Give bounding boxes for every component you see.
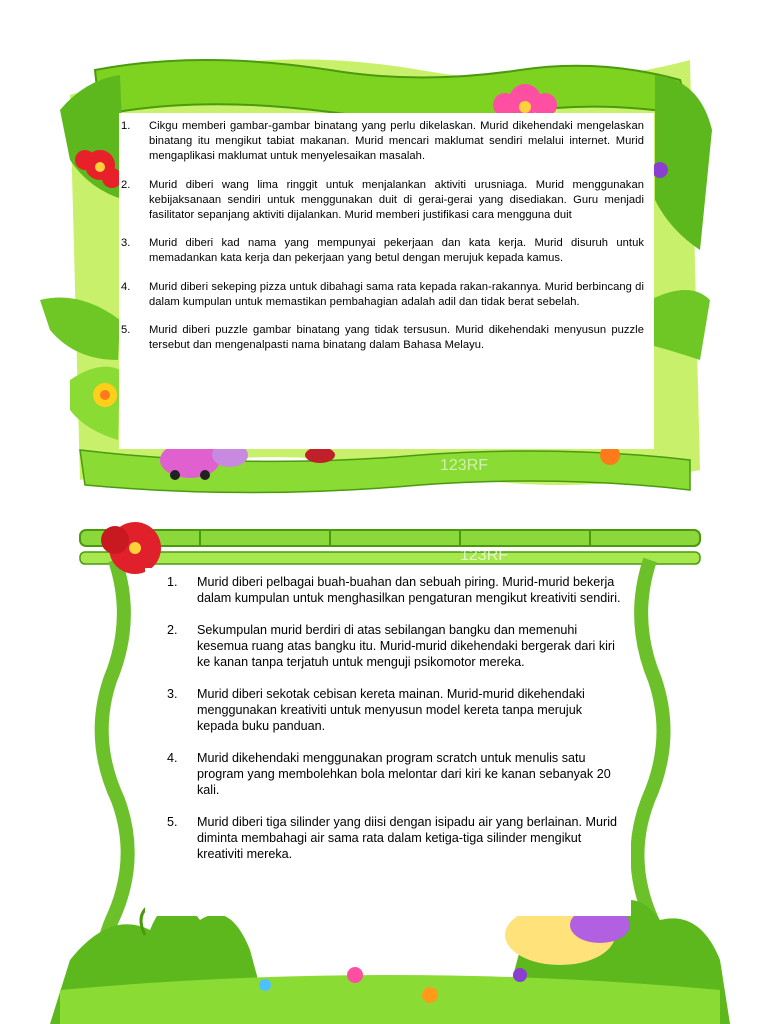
list-item — [121, 280, 644, 310]
list-item-text: Sekumpulan murid berdiri di atas sebilangan bangku dan memenuhi kesemua ruang atas bangku itu. Murid-murid dikehendaki bergerak dari kiri ke kanan tanpa terjatuh untuk menguji psikomotor mereka. — [197, 623, 615, 669]
list-item-text: Murid diberi tiga silinder yang diisi dengan isipadu air yang berlainan. Murid diminta membahagi air sama rata dalam ketiga-tiga silinder mengikut kreativiti mereka. — [197, 815, 618, 861]
list-item-text: Murid diberi pelbagai buah-buahan dan sebuah piring. Murid-murid bekerja dalam kumpulan untuk menghasilkan pengaturan mengikut kreativiti sendiri. — [197, 575, 621, 605]
list-item — [121, 119, 644, 165]
list-number: 2. — [167, 623, 178, 637]
list-number: 5. — [167, 815, 178, 829]
list-number: 3. — [121, 237, 131, 250]
list-item — [121, 178, 644, 224]
top-activity-list — [121, 119, 644, 353]
list-item-text: Murid diberi sekeping pizza untuk dibahagi sama rata kepada rakan-rakannya. Murid berbincang di dalam kumpulan untuk memastikan pembahagian adalah adil dan tidak berat sebelah. — [149, 280, 644, 308]
list-item-text: Murid diberi wang lima ringgit untuk menjalankan aktiviti urusniaga. Murid menggunakan kebijaksanaan sendiri untuk menggunakan duit di gerai-gerai yang disediakan. Guru menjadi fasilitator sepanjang aktiviti dijalankan. Murid memberi justifikasi cara mengguna duit — [149, 178, 644, 222]
list-item — [167, 814, 621, 862]
list-number: 4. — [121, 280, 131, 293]
watermark-text: 123RF — [460, 547, 509, 564]
list-number: 1. — [121, 120, 131, 132]
list-number: 5. — [121, 324, 131, 337]
list-item — [167, 686, 621, 734]
list-item-text: Cikgu memberi gambar-gambar binatang yang perlu dikelaskan. Murid dikehendaki mengelaskan binatang itu mengikut tabiat makanan. Murid mencari maklumat sendiri melalui internet. Murid mengaplikasi maklumat untuk menyelesaikan masalah. — [149, 120, 644, 163]
watermark-text: 123RF — [440, 457, 489, 474]
list-item — [121, 236, 644, 266]
bottom-activity-panel — [145, 568, 631, 916]
list-item — [167, 750, 621, 798]
list-item-text: Murid diberi sekotak cebisan kereta mainan. Murid-murid dikehendaki menggunakan kreativiti untuk menyusun model kereta tanpa merujuk kepada buku panduan. — [197, 687, 585, 733]
bottom-activity-list — [167, 574, 621, 862]
list-item — [167, 622, 621, 670]
list-item — [121, 323, 644, 353]
list-number: 2. — [121, 178, 131, 191]
top-activity-panel — [119, 113, 654, 449]
list-item-text: Murid diberi kad nama yang mempunyai pekerjaan dan kata kerja. Murid disuruh untuk memadankan kata kerja dan pekerjaan yang betul dengan merujuk kepada kamus. — [149, 237, 644, 265]
list-number: 4. — [167, 751, 178, 765]
list-item — [167, 574, 621, 606]
list-item-text: Murid dikehendaki menggunakan program scratch untuk menulis satu program yang membolehkan bola melontar dari kiri ke kanan sebanyak 20 kali. — [197, 751, 611, 797]
list-number: 1. — [167, 575, 178, 589]
list-item-text: Murid diberi puzzle gambar binatang yang tidak tersusun. Murid dikehendaki menyusun puzzle tersebut dan mengenalpasti nama binatang dalam Bahasa Melayu. — [149, 324, 644, 352]
list-number: 3. — [167, 687, 178, 701]
